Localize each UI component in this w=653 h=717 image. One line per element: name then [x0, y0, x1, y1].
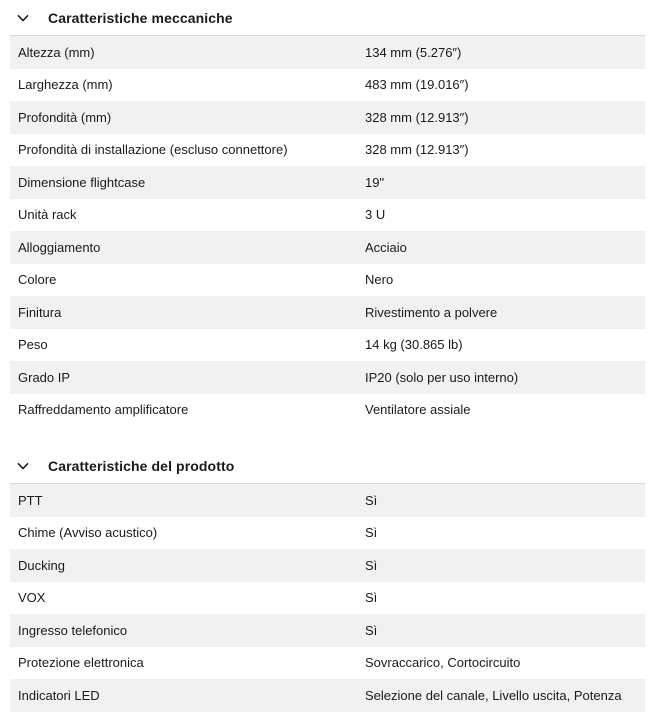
table-row [10, 647, 645, 680]
spec-label: Chime (Avviso acustico) [18, 525, 158, 541]
table-row [10, 582, 645, 615]
section-header-toggle[interactable] [0, 448, 653, 483]
spec-label: Peso [18, 337, 48, 353]
spec-value: 19" [365, 174, 385, 190]
table-row [10, 36, 645, 69]
chevron-down-icon [17, 12, 29, 24]
spec-value: Sì [365, 622, 378, 638]
table-row [10, 329, 645, 362]
spec-label: Alloggiamento [18, 239, 101, 255]
spec-label: Finitura [18, 304, 62, 320]
spec-label: Profondità di installazione (escluso connettore) [18, 142, 288, 158]
spec-value: 134 mm (5.276″) [365, 44, 462, 60]
spec-label: VOX [18, 590, 46, 606]
spec-value: Sì [365, 492, 378, 508]
table-row [10, 394, 645, 427]
table-row [10, 166, 645, 199]
spec-value: Sovraccarico, Cortocircuito [365, 655, 521, 671]
section-title: Caratteristiche del prodotto [48, 457, 235, 474]
spec-value: 14 kg (30.865 lb) [365, 337, 463, 353]
table-row [10, 361, 645, 394]
table-row [10, 679, 645, 712]
spec-value: Sì [365, 590, 378, 606]
table-row [10, 231, 645, 264]
table-row [10, 69, 645, 102]
spec-label: Profondità (mm) [18, 109, 112, 125]
spec-label: Dimensione flightcase [18, 174, 146, 190]
table-row [10, 199, 645, 232]
spec-section [0, 448, 653, 712]
spec-value: 3 U [365, 207, 386, 223]
table-row [10, 517, 645, 550]
spec-label: Protezione elettronica [18, 655, 144, 671]
spec-value: Rivestimento a polvere [365, 304, 498, 320]
spec-value: Selezione del canale, Livello uscita, Potenza [365, 687, 622, 703]
table-row [10, 549, 645, 582]
spec-rows [10, 35, 645, 426]
table-row [10, 264, 645, 297]
spec-value: 328 mm (12.913″) [365, 142, 469, 158]
spec-value: 483 mm (19.016″) [365, 77, 469, 93]
chevron-down-icon [17, 460, 29, 472]
spec-label: Unità rack [18, 207, 77, 223]
table-row [10, 134, 645, 167]
section-title: Caratteristiche meccaniche [48, 9, 233, 26]
spec-value: Ventilatore assiale [365, 402, 471, 418]
spec-label: Raffreddamento amplificatore [18, 402, 189, 418]
spec-value: Sì [365, 525, 378, 541]
section-header-toggle[interactable] [0, 0, 653, 35]
spec-label: PTT [18, 492, 43, 508]
table-row [10, 614, 645, 647]
spec-value: Sì [365, 557, 378, 573]
spec-label: Larghezza (mm) [18, 77, 113, 93]
spec-label: Altezza (mm) [18, 44, 95, 60]
spec-label: Grado IP [18, 369, 71, 385]
table-row [10, 101, 645, 134]
spec-label: Ducking [18, 557, 65, 573]
spec-label: Indicatori LED [18, 687, 100, 703]
table-row [10, 296, 645, 329]
spec-value: IP20 (solo per uso interno) [365, 369, 519, 385]
spec-value: Nero [365, 272, 394, 288]
spec-label: Ingresso telefonico [18, 622, 128, 638]
spec-rows [10, 483, 645, 712]
spec-value: Acciaio [365, 239, 407, 255]
table-row [10, 484, 645, 517]
spec-value: 328 mm (12.913″) [365, 109, 469, 125]
spec-label: Colore [18, 272, 57, 288]
